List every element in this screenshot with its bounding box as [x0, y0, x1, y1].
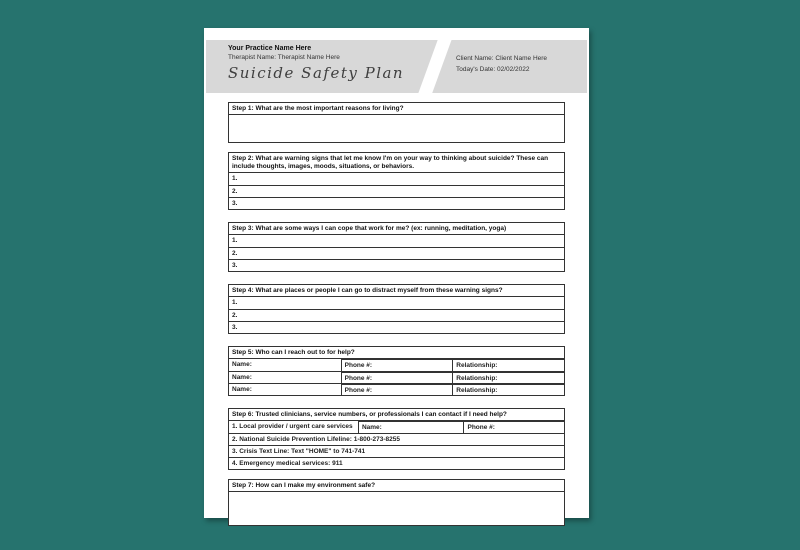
step-2-line-3: 3. [229, 197, 564, 209]
document-title: Suicide Safety Plan [228, 63, 405, 82]
step-2-label: Step 2: What are warning signs that let me know I'm on your way to thinking about suicide? These can include thoughts, images, moods, situations, or behaviors. [229, 153, 564, 173]
header-right-block [456, 55, 547, 77]
form-content [228, 102, 565, 526]
step-1-answer-box [229, 115, 564, 142]
step-3-line-2: 2. [229, 247, 564, 259]
relationship-field-label: Relationship: [452, 372, 564, 384]
header-left-block [228, 45, 404, 82]
step-4-line-2: 2. [229, 309, 564, 321]
provider-phone-label: Phone #: [463, 421, 564, 433]
step-7-section [228, 479, 565, 526]
document-page [204, 28, 589, 518]
step-2-line-2: 2. [229, 185, 564, 197]
step-5-contact-row-1 [229, 359, 564, 371]
step-5-section [228, 346, 565, 396]
step-5-contact-row-3 [229, 383, 564, 395]
step-4-line-1: 1. [232, 299, 238, 306]
name-field-label: Name: [232, 374, 252, 381]
step-1-section [228, 102, 565, 143]
step-3-line-3: 3. [229, 259, 564, 271]
practice-name: Your Practice Name Here [228, 45, 312, 52]
client-name-line: Client Name: Client Name Here [456, 55, 548, 62]
step-2-line-1: 1. [232, 175, 238, 182]
phone-field-label: Phone #: [341, 384, 453, 396]
step-3-line-1: 1. [232, 237, 238, 244]
header-band [206, 40, 587, 93]
step-3-section [228, 222, 565, 272]
step-4-label: Step 4: What are places or people I can go to distract myself from these warning signs? [229, 285, 564, 297]
step-3-label: Step 3: What are some ways I can cope that work for me? (ex: running, meditation, yoga) [229, 223, 564, 235]
date-line: Today's Date: 02/02/2022 [456, 66, 530, 73]
phone-field-label: Phone #: [341, 359, 453, 371]
step-7-label: Step 7: How can I make my environment safe? [229, 480, 564, 492]
step-6-row-lifeline: 2. National Suicide Prevention Lifeline: 1-800-273-8255 [229, 433, 564, 445]
diagonal-stripe [413, 40, 454, 93]
step-6-label: Step 6: Trusted clinicians, service numbers, or professionals I can contact if I need help? [229, 409, 564, 421]
step-7-answer-box [229, 492, 564, 525]
step-6-row-emergency: 4. Emergency medical services: 911 [229, 457, 564, 469]
step-5-label: Step 5: Who can I reach out to for help? [229, 347, 564, 359]
relationship-field-label: Relationship: [452, 359, 564, 371]
step-4-line-3: 3. [229, 321, 564, 333]
therapist-name-line: Therapist Name: Therapist Name Here [228, 53, 340, 61]
step-6-row-local-provider [229, 421, 564, 433]
step-1-label: Step 1: What are the most important reasons for living? [229, 103, 564, 115]
step-6-section [228, 408, 565, 470]
local-provider-label: 1. Local provider / urgent care services [232, 423, 353, 430]
phone-field-label: Phone #: [341, 372, 453, 384]
relationship-field-label: Relationship: [452, 384, 564, 396]
step-5-contact-row-2 [229, 371, 564, 383]
step-6-row-crisis-text-line: 3. Crisis Text Line: Text "HOME" to 741-741 [229, 445, 564, 457]
step-2-section [228, 152, 565, 210]
name-field-label: Name: [232, 386, 252, 393]
step-4-section [228, 284, 565, 334]
name-field-label: Name: [232, 361, 252, 368]
provider-name-label: Name: [358, 421, 464, 433]
